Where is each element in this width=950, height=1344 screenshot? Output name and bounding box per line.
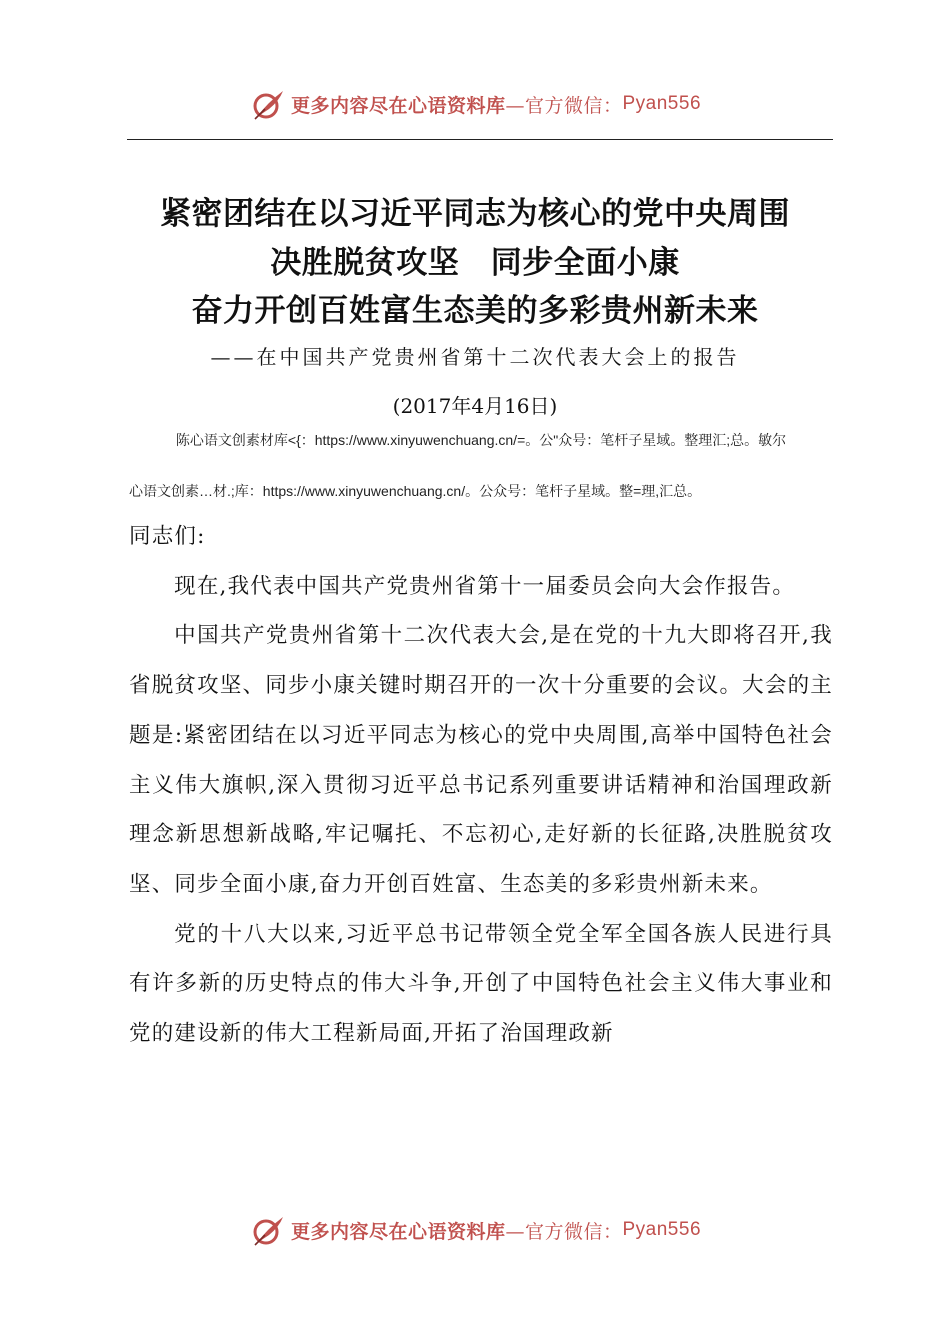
quill-logo-icon (249, 1213, 287, 1247)
footer-banner (0, 1210, 950, 1250)
banner-wechat-id: Pyan556 (622, 1219, 702, 1240)
banner-rest-text: —官方微信： (505, 1220, 623, 1243)
watermark-line-1: 陈心语文创素材库<{：https://www.xinyuwenchuang.cn/=。公"众号：笔杆子星域。整理汇;总。敏尔 (175, 432, 787, 448)
title-line-1: 紧密团结在以习近平同志为核心的党中央周围 (160, 196, 790, 232)
quill-logo-icon (249, 87, 287, 121)
banner-rest-text: —官方微信： (505, 94, 623, 117)
watermark-line-2: 心语文创素…材.;库：https://www.xinyuwenchuang.cn/。公众号：笔杆子星域。整=理,汇总。 (129, 483, 702, 499)
paragraph-3: 党的十八大以来,习近平总书记带领全党全军全国各族人民进行具有许多新的历史特点的伟大斗争,开创了中国特色社会主义伟大事业和党的建设新的伟大工程新局面,开拓了治国理政新 (129, 921, 833, 1047)
subtitle: ——在中国共产党贵州省第十二次代表大会上的报告 (210, 345, 740, 369)
title-line-3: 奋力开创百姓富生态美的多彩贵州新未来 (191, 293, 759, 329)
title-line-2: 决胜脱贫攻坚 同步全面小康 (270, 245, 680, 281)
banner-lead-text: 更多内容尽在心语资料库 (290, 94, 506, 117)
header-divider (127, 139, 833, 140)
paragraph-2: 中国共产党贵州省第十二次代表大会,是在党的十九大即将召开,我省脱贫攻坚、同步小康关键时期召开的一次十分重要的会议。大会的主题是:紧密团结在以习近平同志为核心的党中央周围,高举中国特色社会主义伟大旗帜,深入贯彻习近平总书记系列重要讲话精神和治国理政新理念新思想新战略,牢记嘱托、不忘初心,走好新的长征路,决胜脱贫攻坚、同步全面小康,奋力开创百姓富、生态美的多彩贵州新未来。 (129, 623, 833, 897)
banner-lead-text: 更多内容尽在心语资料库 (290, 1220, 506, 1243)
banner-wechat-id: Pyan556 (622, 93, 702, 114)
report-date: (2017年4月16日) (392, 394, 558, 418)
paragraph-1: 现在,我代表中国共产党贵州省第十一届委员会向大会作报告。 (174, 573, 796, 599)
greeting: 同志们: (129, 524, 206, 549)
header-banner (0, 84, 950, 124)
report-body (129, 512, 833, 1059)
